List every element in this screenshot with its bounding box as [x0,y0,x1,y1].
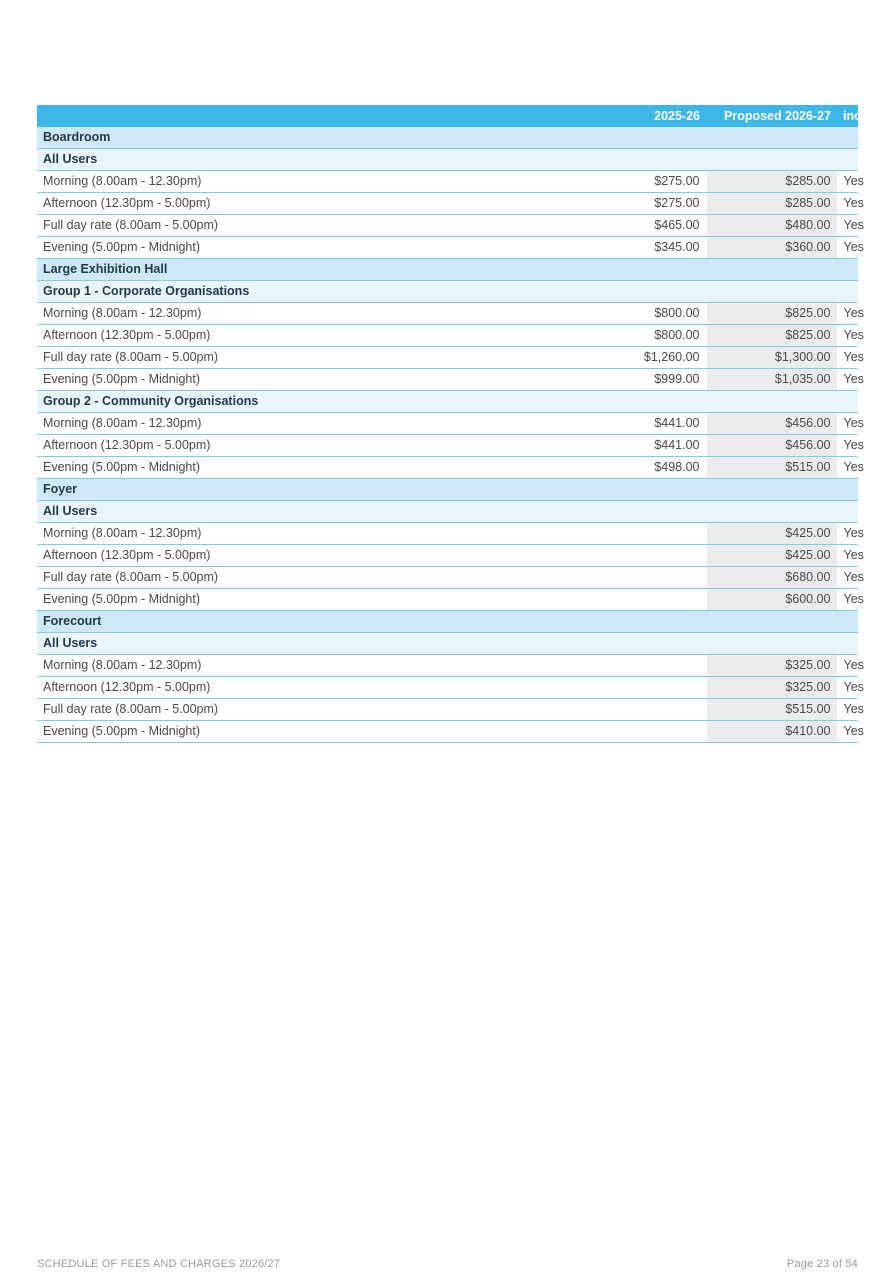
fee-proposed: $515.00 [706,699,837,721]
fee-current: $275.00 [621,171,706,193]
table-row [37,193,858,215]
fee-description: Afternoon (12.30pm - 5.00pm) [37,677,621,699]
fee-gst: Yes [837,721,858,743]
fee-proposed: $515.00 [706,457,837,479]
fee-proposed: $425.00 [706,523,837,545]
section-heading: Boardroom [37,127,858,149]
fee-proposed: $285.00 [706,171,837,193]
fee-gst: Yes [837,457,858,479]
fee-description: Morning (8.00am - 12.30pm) [37,655,621,677]
fee-description: Evening (5.00pm - Midnight) [37,457,621,479]
section-heading: Foyer [37,479,858,501]
fee-gst: Yes [837,237,858,259]
table-row [37,699,858,721]
section-heading: Large Exhibition Hall [37,259,858,281]
table-header-row [37,105,858,127]
group-heading-row [37,391,858,413]
fee-current: $1,260.00 [621,347,706,369]
fee-gst: Yes [837,347,858,369]
fee-description: Afternoon (12.30pm - 5.00pm) [37,435,621,457]
header-current-year: 2025-26 [621,105,706,127]
group-heading: All Users [37,633,858,655]
fee-gst: Yes [837,325,858,347]
fee-proposed: $410.00 [706,721,837,743]
fee-current: $800.00 [621,303,706,325]
fee-gst: Yes [837,523,858,545]
header-gst: incl GST [837,105,858,127]
table-row [37,457,858,479]
fee-gst: Yes [837,699,858,721]
fee-description: Morning (8.00am - 12.30pm) [37,171,621,193]
group-heading: All Users [37,149,858,171]
group-heading-row [37,501,858,523]
fee-gst: Yes [837,171,858,193]
fee-current [621,721,706,743]
fee-current [621,655,706,677]
fee-description: Full day rate (8.00am - 5.00pm) [37,699,621,721]
fee-description: Evening (5.00pm - Midnight) [37,721,621,743]
fee-current: $441.00 [621,435,706,457]
footer-page-number: Page 23 of 54 [786,1258,858,1270]
fee-description: Full day rate (8.00am - 5.00pm) [37,567,621,589]
table-row [37,413,858,435]
fee-proposed: $456.00 [706,435,837,457]
fee-proposed: $360.00 [706,237,837,259]
fee-description: Morning (8.00am - 12.30pm) [37,303,621,325]
table-row [37,721,858,743]
fees-table-body [37,127,864,743]
group-heading: Group 1 - Corporate Organisations [37,281,858,303]
fee-gst: Yes [837,369,858,391]
section-heading-row [37,127,858,149]
fee-proposed: $325.00 [706,677,837,699]
group-heading-row [37,633,858,655]
group-heading: All Users [37,501,858,523]
fee-gst: Yes [837,545,858,567]
fee-description: Full day rate (8.00am - 5.00pm) [37,347,621,369]
fee-gst: Yes [837,215,858,237]
table-row [37,655,858,677]
table-row [37,369,858,391]
section-heading-row [37,259,858,281]
section-heading-row [37,479,858,501]
fee-gst: Yes [837,413,858,435]
table-row [37,545,858,567]
fee-gst: Yes [837,435,858,457]
fee-description: Evening (5.00pm - Midnight) [37,237,621,259]
fee-proposed: $600.00 [706,589,837,611]
fee-gst: Yes [837,655,858,677]
fee-gst: Yes [837,589,858,611]
fee-current [621,567,706,589]
section-heading: Forecourt [37,611,858,633]
fee-proposed: $425.00 [706,545,837,567]
footer-document-title: SCHEDULE OF FEES AND CHARGES 2026/27 [37,1258,281,1270]
fee-current: $465.00 [621,215,706,237]
table-row [37,325,858,347]
fee-description: Afternoon (12.30pm - 5.00pm) [37,193,621,215]
fee-current: $345.00 [621,237,706,259]
fee-current: $498.00 [621,457,706,479]
header-proposed-year: Proposed 2026-27 [706,105,837,127]
fee-current [621,589,706,611]
fee-proposed: $1,300.00 [706,347,837,369]
table-row [37,237,858,259]
table-row [37,435,858,457]
table-row [37,215,858,237]
fee-gst: Yes [837,303,858,325]
table-row [37,523,858,545]
group-heading-row [37,281,858,303]
fee-current: $800.00 [621,325,706,347]
fee-gst: Yes [837,677,858,699]
fee-proposed: $456.00 [706,413,837,435]
fee-proposed: $1,035.00 [706,369,837,391]
table-row [37,171,858,193]
fee-proposed: $680.00 [706,567,837,589]
fee-current [621,677,706,699]
group-heading-row [37,149,858,171]
fee-description: Morning (8.00am - 12.30pm) [37,413,621,435]
fee-current [621,545,706,567]
fee-gst: Yes [837,567,858,589]
fee-proposed: $480.00 [706,215,837,237]
fee-description: Afternoon (12.30pm - 5.00pm) [37,545,621,567]
fee-description: Full day rate (8.00am - 5.00pm) [37,215,621,237]
table-row [37,303,858,325]
fee-current: $999.00 [621,369,706,391]
fee-current [621,523,706,545]
fee-description: Afternoon (12.30pm - 5.00pm) [37,325,621,347]
fees-table [37,105,894,743]
table-row [37,589,858,611]
fee-gst: Yes [837,193,858,215]
header-description [37,105,621,127]
fee-description: Morning (8.00am - 12.30pm) [37,523,621,545]
fee-proposed: $825.00 [706,325,837,347]
fee-current [621,699,706,721]
fee-current: $275.00 [621,193,706,215]
fee-proposed: $325.00 [706,655,837,677]
section-heading-row [37,611,858,633]
fee-proposed: $825.00 [706,303,837,325]
table-row [37,677,858,699]
fee-description: Evening (5.00pm - Midnight) [37,589,621,611]
table-row [37,347,858,369]
table-row [37,567,858,589]
fee-proposed: $285.00 [706,193,837,215]
fee-current: $441.00 [621,413,706,435]
fee-description: Evening (5.00pm - Midnight) [37,369,621,391]
group-heading: Group 2 - Community Organisations [37,391,858,413]
